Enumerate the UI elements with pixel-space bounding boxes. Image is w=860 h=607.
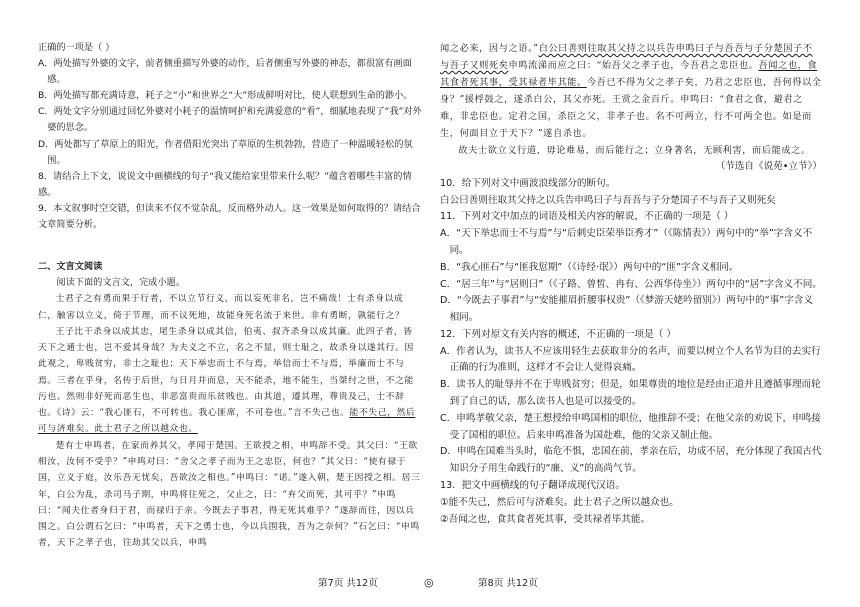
q12-option-b: B．读书人的耻辱并不在于卑贱贫穷；但是，如果尊贵的地位是经由正道并且遵循事理而轮到了自己的话，那么读书人也是可以接受的。 [440, 379, 821, 408]
q7-stem-end: 正确的一项是（ ） [38, 42, 115, 53]
q11-option-b: B．“我心匪石”与“匪我愆期”（《诗经·氓》）两句中的“匪”字含义相同。 [440, 261, 739, 273]
passage-paragraph-2 [38, 324, 422, 438]
passage-continued-text: 闻之必来，因与之语。” [440, 43, 539, 54]
q7-option-d: D．两处都写了草原上的阳光，作者借阳光突出了草原的生机勃勃，营造了一种温暖轻松的氛围。 [38, 138, 413, 166]
question-10: 10．给下列对文中画波浪线部分的断句。 [440, 177, 616, 189]
passage-continued-text-2: 申鸣流涕而应之曰：“始吾父之孝子也，今吾君之忠臣也。 [508, 60, 759, 72]
passage-paragraph-1: 士君子之有勇而果于行者，不以立节行义，而以妄死非名，岂不痛哉！士有杀身以成仁，触害以立义，倚于节理，而不议死地，故能身死名流于来世。非有勇断，孰能行之？ [38, 294, 405, 321]
q12-option-d: D．申鸣在国难当头时，临危不惧，忠国在前，孝亲在后，功成不居，充分体现了我国古代知识分子用生命践行的“廉、义”的高尚气节。 [440, 446, 822, 475]
passage-paragraph-2-text: 王子比干杀身以成其忠，尾生杀身以成其信，伯夷、叔齐杀身以成其廉。此四子者，皆天下之通士也，岂不爱其身哉？为夫义之不立，名之不显，则士耻之，故杀身以遂其行。因此观之，卑贱贫穷，非士之耻也；天下举忠而士不与焉，举信而士不与焉，举廉而士不与焉。三者在乎身，名传于后世，与日月并而息，天不能杀，地不能生，当桀纣之世，不之能污也。然则非好死而恶生也，非恶富贵而乐贫贱也。由其道，遵其理，尊贵及己，士不辞也。《诗》云：“我心匪石，不可转也。我心匪席，不可卷也。”言不失己也。 [38, 326, 414, 419]
question-9: 9．本文叙事时空交错，但读来不仅不觉杂乱，反而格外动人。这一效果是如何取得的？请结合文章简要分析。 [38, 202, 421, 231]
q12-option-c: C．申鸣孝敬父亲，楚王想授给申鸣国相的职位，他推辞不受；在他父亲的劝说下，申鸣接受了国相的职位。后来申鸣准备为国赴难，他的父亲又制止他。 [440, 412, 821, 441]
section-title: 二、文言文阅读 [38, 261, 103, 273]
page-number-right: 第8页 共12页 [478, 578, 538, 589]
q12-option-a: A．作者认为，读书人不应该用轻生去获取非分的名声，而要以树立个人名节为目的去实行正确的行为准则，这样才不会让人觉得哀痛。 [440, 345, 821, 374]
left-column [38, 40, 422, 552]
right-column [440, 40, 822, 528]
question-12: 12．下列对原文有关内容的概述，不正确的一项是（ ） [440, 328, 676, 340]
q11-option-d: D．“今既去子事君”与“安能摧眉折腰事权贵”（《梦游天姥吟留别》）两句中的“事”字含义相同。 [440, 295, 813, 324]
passage-continued-text-3: 今吾已不得为父之孝子矣，乃君之忠臣也，吾何得以全身？”援桴鼓之，遂杀白公，其父亦死。王赏之金百斤。申鸣曰：“食君之食，避君之难，非忠臣也。定君之国，杀臣之父，非孝子也。名不可两立，行不可两全也。如是而生，何面目立于天下？”遂自杀也。 [440, 77, 822, 140]
question-11: 11．下列对文中加点的词语及相关内容的解说，不正确的一项是（ ） [440, 211, 734, 223]
q13-item-1: ①能不失己，然后可与济难矣。此士君子之所以越众也。 [440, 496, 679, 508]
wavy-underlined-passage: 白公曰善则往取其父持之以兵告申鸣曰子与吾吾与子分楚国子不与吾子又则死矣 [440, 43, 813, 72]
passage-paragraph-3: 楚有士申鸣者，在家而养其父，孝闻于楚国。王欲授之相，申鸣辞不受。其父曰：“王欲相汝，汝何不受乎？”申鸣对曰：“舍父之孝子而为王之忠臣，何也？”其父曰：“使有禄于国，立义于庭，汝乐吾无忧矣，吾欲汝之相也。”申鸣曰：“诺。”遂入朝，楚王因授之相。居三年，白公为乱，杀司马子期，申鸣将往死之，父止之，曰：“弃父而死，其可乎？”申鸣曰：“闻夫仕者身归于君，而禄归于亲。今既去子事君，得无死其难乎？”遂辞而往，因以兵围之。白公谓石乞曰：“申鸣者，天下之勇士也，今以兵围我，吾为之奈何？”石乞曰：“申鸣者，天下之孝子也，往劫其父以兵，申鸣 [38, 440, 421, 549]
underlined-sentence-2: 吾闻之也，食其食者死其事，受其禄者毕其能。 [440, 60, 818, 89]
q11-option-a: A．“天下举忠而士不与焉”与“后刺史臣荣举臣秀才”（《陈情表》）两句中的“举”字含义不同。 [440, 228, 813, 257]
question-10-text: 白公曰善则往取其父持之以兵告申鸣曰子与吾吾与子分楚国子不与吾子又则死矣 [440, 194, 776, 206]
q7-option-c: C．两处文字分别通过回忆外婆对小耗子的温情呵护和充满爱意的“看”，细腻地表现了“我”对外婆的思念。 [38, 106, 422, 134]
passage-source: （节选自《说苑•立节》） [715, 161, 822, 173]
passage-continued [440, 40, 822, 142]
binding-mark-icon: ◎ [424, 576, 434, 589]
page-number-left: 第7页 共12页 [318, 578, 378, 589]
section-instruction: 阅读下面的文言文，完成小题。 [56, 277, 186, 289]
q7-option-a: A．两处描写外婆的文字，前者侧重描写外婆的动作，后者侧重写外婆的神态，都很富有画面感。 [38, 58, 412, 86]
passage-ending: 故夫士欲立义行道，毋论难易，而后能行之；立身著名，无顾利害，而后能成之。 [458, 145, 811, 157]
underlined-sentence-1: 能不失己，然后可与济难矣。此士君子之所以越众也。 [38, 408, 416, 435]
q13-item-2: ②吾闻之也，食其食者死其事，受其禄者毕其能。 [440, 513, 651, 525]
q11-option-c: C．“居三年”与“居则曰”（《子路、曾皙、冉有、公西华侍坐》）两句中的“居”字含义不同。 [440, 278, 822, 290]
question-8: 8．请结合上下文，说说文中画横线的句子“我又能给家里带来什么呢？”蕴含着哪些丰富的情感。 [38, 170, 412, 198]
q7-option-b: B．两处描写都充满诗意，耗子之“小”和世界之“大”形成鲜明对比，使人联想到生命的渺小。 [38, 90, 413, 102]
question-13: 13．把文中画横线的句子翻译成现代汉语。 [440, 479, 625, 491]
